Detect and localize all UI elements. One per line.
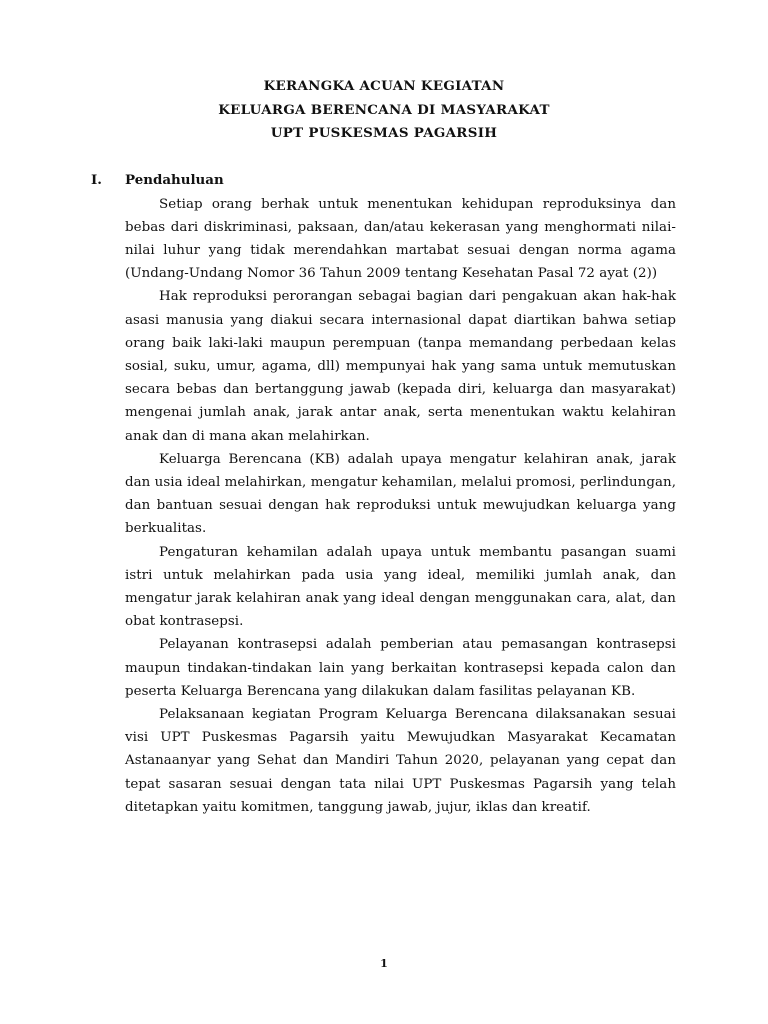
title-line-2: KELUARGA BERENCANA DI MASYARAKAT xyxy=(218,101,550,118)
title-line-3: UPT PUSKESMAS PAGARSIH xyxy=(270,125,498,141)
paragraph: Pelaksanaan kegiatan Program Keluarga Berencana dilaksanakan sesuai visi UPT Puskesmas Pagarsih yaitu Mewujudkan Masyarakat Kecamatan Astanaanyar yang Sehat dan Mandiri Tahun 2020, pelayanan yang cepat dan tepat sasaran sesuai dengan tata nilai UPT Puskesmas Pagarsih yang telah ditetapkan yaitu komitmen, tanggung jawab, jujur, iklas dan kreatif. xyxy=(125,706,676,815)
section-heading xyxy=(91,169,676,193)
document-title xyxy=(0,75,768,146)
paragraph: Keluarga Berencana (KB) adalah upaya mengatur kelahiran anak, jarak dan usia ideal melahirkan, mengatur kehamilan, melalui promosi, perlindungan, dan bantuan sesuai dengan hak reproduksi untuk mewujudkan keluarga yang berkualitas. xyxy=(125,451,676,537)
section-number: I. xyxy=(91,172,102,188)
page-number: 1 xyxy=(380,957,388,970)
section-title: Pendahuluan xyxy=(125,172,224,188)
paragraph: Setiap orang berhak untuk menentukan kehidupan reproduksinya dan bebas dari diskriminasi, paksaan, dan/atau kekerasan yang menghormati nilai-nilai luhur yang tidak merendahkan martabat sesuai dengan norma agama (Undang-Undang Nomor 36 Tahun 2009 tentang Kesehatan Pasal 72 ayat (2)) xyxy=(125,196,676,282)
section-body xyxy=(125,193,676,819)
title-line-1: KERANGKA ACUAN KEGIATAN xyxy=(263,78,505,94)
paragraph: Hak reproduksi perorangan sebagai bagian dari pengakuan akan hak-hak asasi manusia yang diakui secara internasional dapat diartikan bahwa setiap orang baik laki-laki maupun perempuan (tanpa memandang perbedaan kelas sosial, suku, umur, agama, dll) mempunyai hak yang sama untuk memutuskan secara bebas dan bertanggung jawab (kepada diri, keluarga dan masyarakat) mengenai jumlah anak, jarak antar anak, serta menentukan waktu kelahiran anak dan di mana akan melahirkan. xyxy=(125,289,676,444)
paragraph: Pengaturan kehamilan adalah upaya untuk membantu pasangan suami istri untuk melahirkan pada usia yang ideal, memiliki jumlah anak, dan mengatur jarak kelahiran anak yang ideal dengan menggunakan cara, alat, dan obat kontrasepsi. xyxy=(125,544,676,630)
paragraph: Pelayanan kontrasepsi adalah pemberian atau pemasangan kontrasepsi maupun tindakan-tindakan lain yang berkaitan kontrasepsi kepada calon dan peserta Keluarga Berencana yang dilakukan dalam fasilitas pelayanan KB. xyxy=(125,637,676,699)
section-pendahuluan xyxy=(91,169,676,819)
